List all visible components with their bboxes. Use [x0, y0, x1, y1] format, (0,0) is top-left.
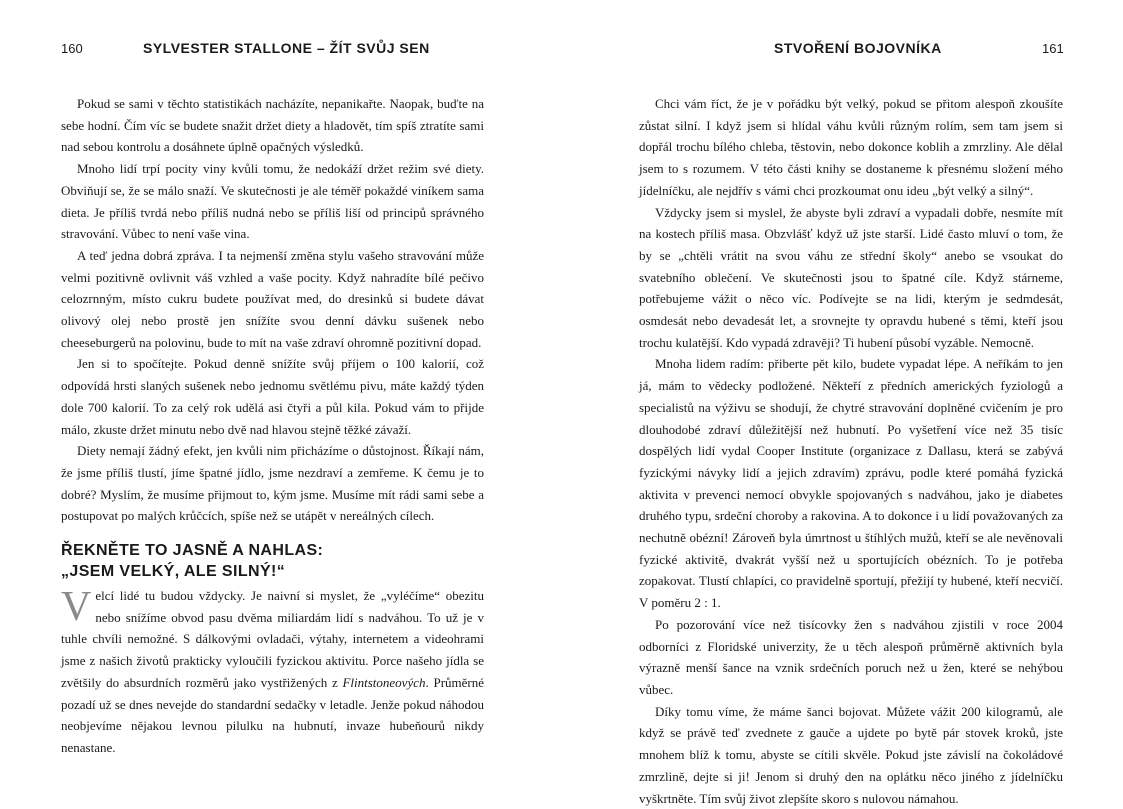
left-page-header [61, 40, 501, 60]
left-page-number: 160 [61, 41, 83, 56]
right-body-text [639, 93, 1063, 809]
right-paragraph-2: Vždycky jsem si myslel, že abyste byli zdraví a vypadali dobře, nesmíte mít na kostech příliš masa. Obzvlášť když už jste starší. Lidé často mluví o tom, že by se „chtěli vrátit na svou váhu ze střední školy“ anebo se vsoukat do svatebního oblečení. Ve skutečnosti jsou to špatné cíle. Když stárneme, potřebujeme vážit o něco víc. Podívejte se na lidi, kterým je sedmdesát, osmdesát nebo devadesát let, a srovnejte ty opravdu hubené s těmi, kteří jsou trochu kulatější. Kdo vypadá zdravěji? Ti hubení působí vyzáble. Nemocně. [639, 204, 1063, 350]
section-heading-line-1: ŘEKNĚTE TO JASNĚ A NAHLAS: [61, 542, 324, 559]
dropcap-paragraph-text: elcí lidé tu budou vždycky. Je naivní si myslet, že „vyléčíme“ obezitu nebo snížíme obvod pasu dvěma miliardám lidí s nadváhou. To už je v tuhle chvíli nemožné. S dálkovými ovladači, výtahy, internetem a videohrami jsme z našich životů prakticky vyloučili fyzickou aktivitu. Porce našeho jídla se zvětšily do absurdních rozměrů jako vystřižených z [61, 588, 484, 690]
left-paragraph-2: Mnoho lidí trpí pocity viny kvůli tomu, že nedokáží držet režim své diety. Obviňují se, že se málo snaží. Ve skutečnosti je ale téměř pokaždé viníkem sama dieta. Je příliš tvrdá nebo příliš nudná nebo se příliš liší od principů správného stravování. Vůbec to není vaše vina. [61, 161, 484, 242]
dropcap-paragraph-italic: Flintstoneových [342, 674, 426, 690]
left-paragraph-5: Diety nemají žádný efekt, jen kvůli nim přicházíme o důstojnost. Říkají nám, že jsme příliš tlustí, jíme špatné jídlo, jsme nezdraví a zemřeme. K čemu je to dobré? Myslím, že musíme přijmout to, kým jsme. Musíme mít rádi sami sebe a postupovat po malých krůčcích, spíše než se utápět v nereálných cílech. [61, 443, 484, 524]
right-page [562, 0, 1123, 806]
right-page-number: 161 [1042, 41, 1064, 56]
right-paragraph-5: Díky tomu víme, že máme šanci bojovat. Můžete vážit 200 kilogramů, ale když se právě teď zvednete z gauče a ujdete po bytě pár stovek kroků, jste mnohem blíž k tomu, abyste se cítili skvěle. Pokud jste závislí na čokoládové zmrzlině, dejte si ji! Jenom si druhý den na oplátku něco jiného z jídelníčku vyškrtněte. Tím svůj život zlepšíte skoro s nulovou námahou. [639, 703, 1063, 806]
dropcap-paragraph-end: . Průměrné pozadí už se dnes nevejde do standardní sedačky v letadle. Jenže pokud náhodou neobjevíme nějakou levnou pilulku na hubnutí, invaze hubeňourů nikdy nenastane. [61, 674, 485, 755]
left-body-text [61, 93, 484, 527]
left-paragraph-1: Pokud se sami v těchto statistikách nacházíte, nepanikařte. Naopak, buďte na sebe hodní. Čím víc se budete snažit držet diety a hladovět, tím spíš ztratíte sami nad sebou kontrolu a dosáhnete úplně opačných výsledků. [61, 96, 484, 155]
dropcap-paragraph [61, 585, 484, 759]
right-running-title: STVOŘENÍ BOJOVNÍKA [774, 40, 942, 56]
dropcap-letter: V [61, 584, 92, 630]
section-heading [61, 540, 484, 582]
right-paragraph-4: Po pozorování více než tisícovky žen s nadváhou zjistili v roce 2004 odborníci z Floridské univerzity, že u těch alespoň průměrně aktivních byla výrazně menší šance na vznik srdečních poruch než u žen, které se nehýbou vůbec. [639, 616, 1063, 697]
right-page-header [562, 40, 1062, 60]
right-paragraph-1: Chci vám říct, že je v pořádku být velký, pokud se přitom alespoň zkoušíte zůstat silní. I když jsem si hlídal váhu kvůli různým rolím, sem tam jsem si dopřál trochu bílého chleba, těstovin, nebo dokonce koblih a zmrzliny. Ale dělal jsem to s rozumem. V této části knihy se dostaneme k přesnému složení mého jídelníčku, ale nejdřív s vámi chci prozkoumat onu ideu „být velký a silný“. [639, 96, 1063, 198]
left-paragraph-4: Jen si to spočítejte. Pokud denně snížíte svůj příjem o 100 kalorií, což odpovídá hrsti slaných sušenek nebo jednomu světlému pivu, máte každý týden dole 700 kalorií. To za celý rok udělá asi čtyři a půl kila. Pokud vám to přijde málo, zkuste držet minutu nebo dvě nad hlavou stejně těžké závaží. [61, 356, 484, 437]
left-page [0, 0, 561, 800]
section-heading-line-2: „JSEM VELKÝ, ALE SILNÝ!“ [61, 563, 286, 580]
left-paragraph-3: A teď jedna dobrá zpráva. I ta nejmenší změna stylu vašeho stravování může velmi pozitivně ovlivnit váš vzhled a vaše pocity. Když nahradíte bílé pečivo celozrnným, místo cukru budete používat med, do dresinků si budete dávat olivový olej nebo prostě jen snížíte svou denní dávku sušenek nebo cheeseburgerů na polovinu, bude to mít na vaše zdraví ohromně pozitivní dopad. [61, 247, 484, 350]
right-paragraph-3: Mnoha lidem radím: přiberte pět kilo, budete vypadat lépe. A neříkám to jen já, mám to vědecky podložené. Někteří z předních amerických fyziologů a specialistů na výživu se shodují, že chytré stravování doplněné cvičením je pro dlouhodobé zdraví důležitější než hubnutí. Po vyšetření více než 35 tisíc dospělých lidí vydal Cooper Institute (organizace z Dallasu, která se zabývá fyzickými návyky lidí a jejich zdravím) zprávu, podle které pomáhá fyzická aktivita v prevenci nemocí obvykle spojovaných s nadváhou, jako je diabetes druhého typu, srdeční choroby a rakovina. A to dokonce i u lidí považovaných za nechutně obézní! Zároveň byla úmrtnost u štíhlých mužů, kteří se ale nevěnovali fyzické aktivitě, dvakrát vyšší než u sportujících obézních. To je potřeba zopakovat. Tlustí chlapíci, co pravidelně sportují, přežijí ty hubené, kteří necvičí. V poměru 2 : 1. [639, 356, 1063, 611]
left-running-title: SYLVESTER STALLONE – ŽÍT SVŮJ SEN [143, 40, 430, 56]
